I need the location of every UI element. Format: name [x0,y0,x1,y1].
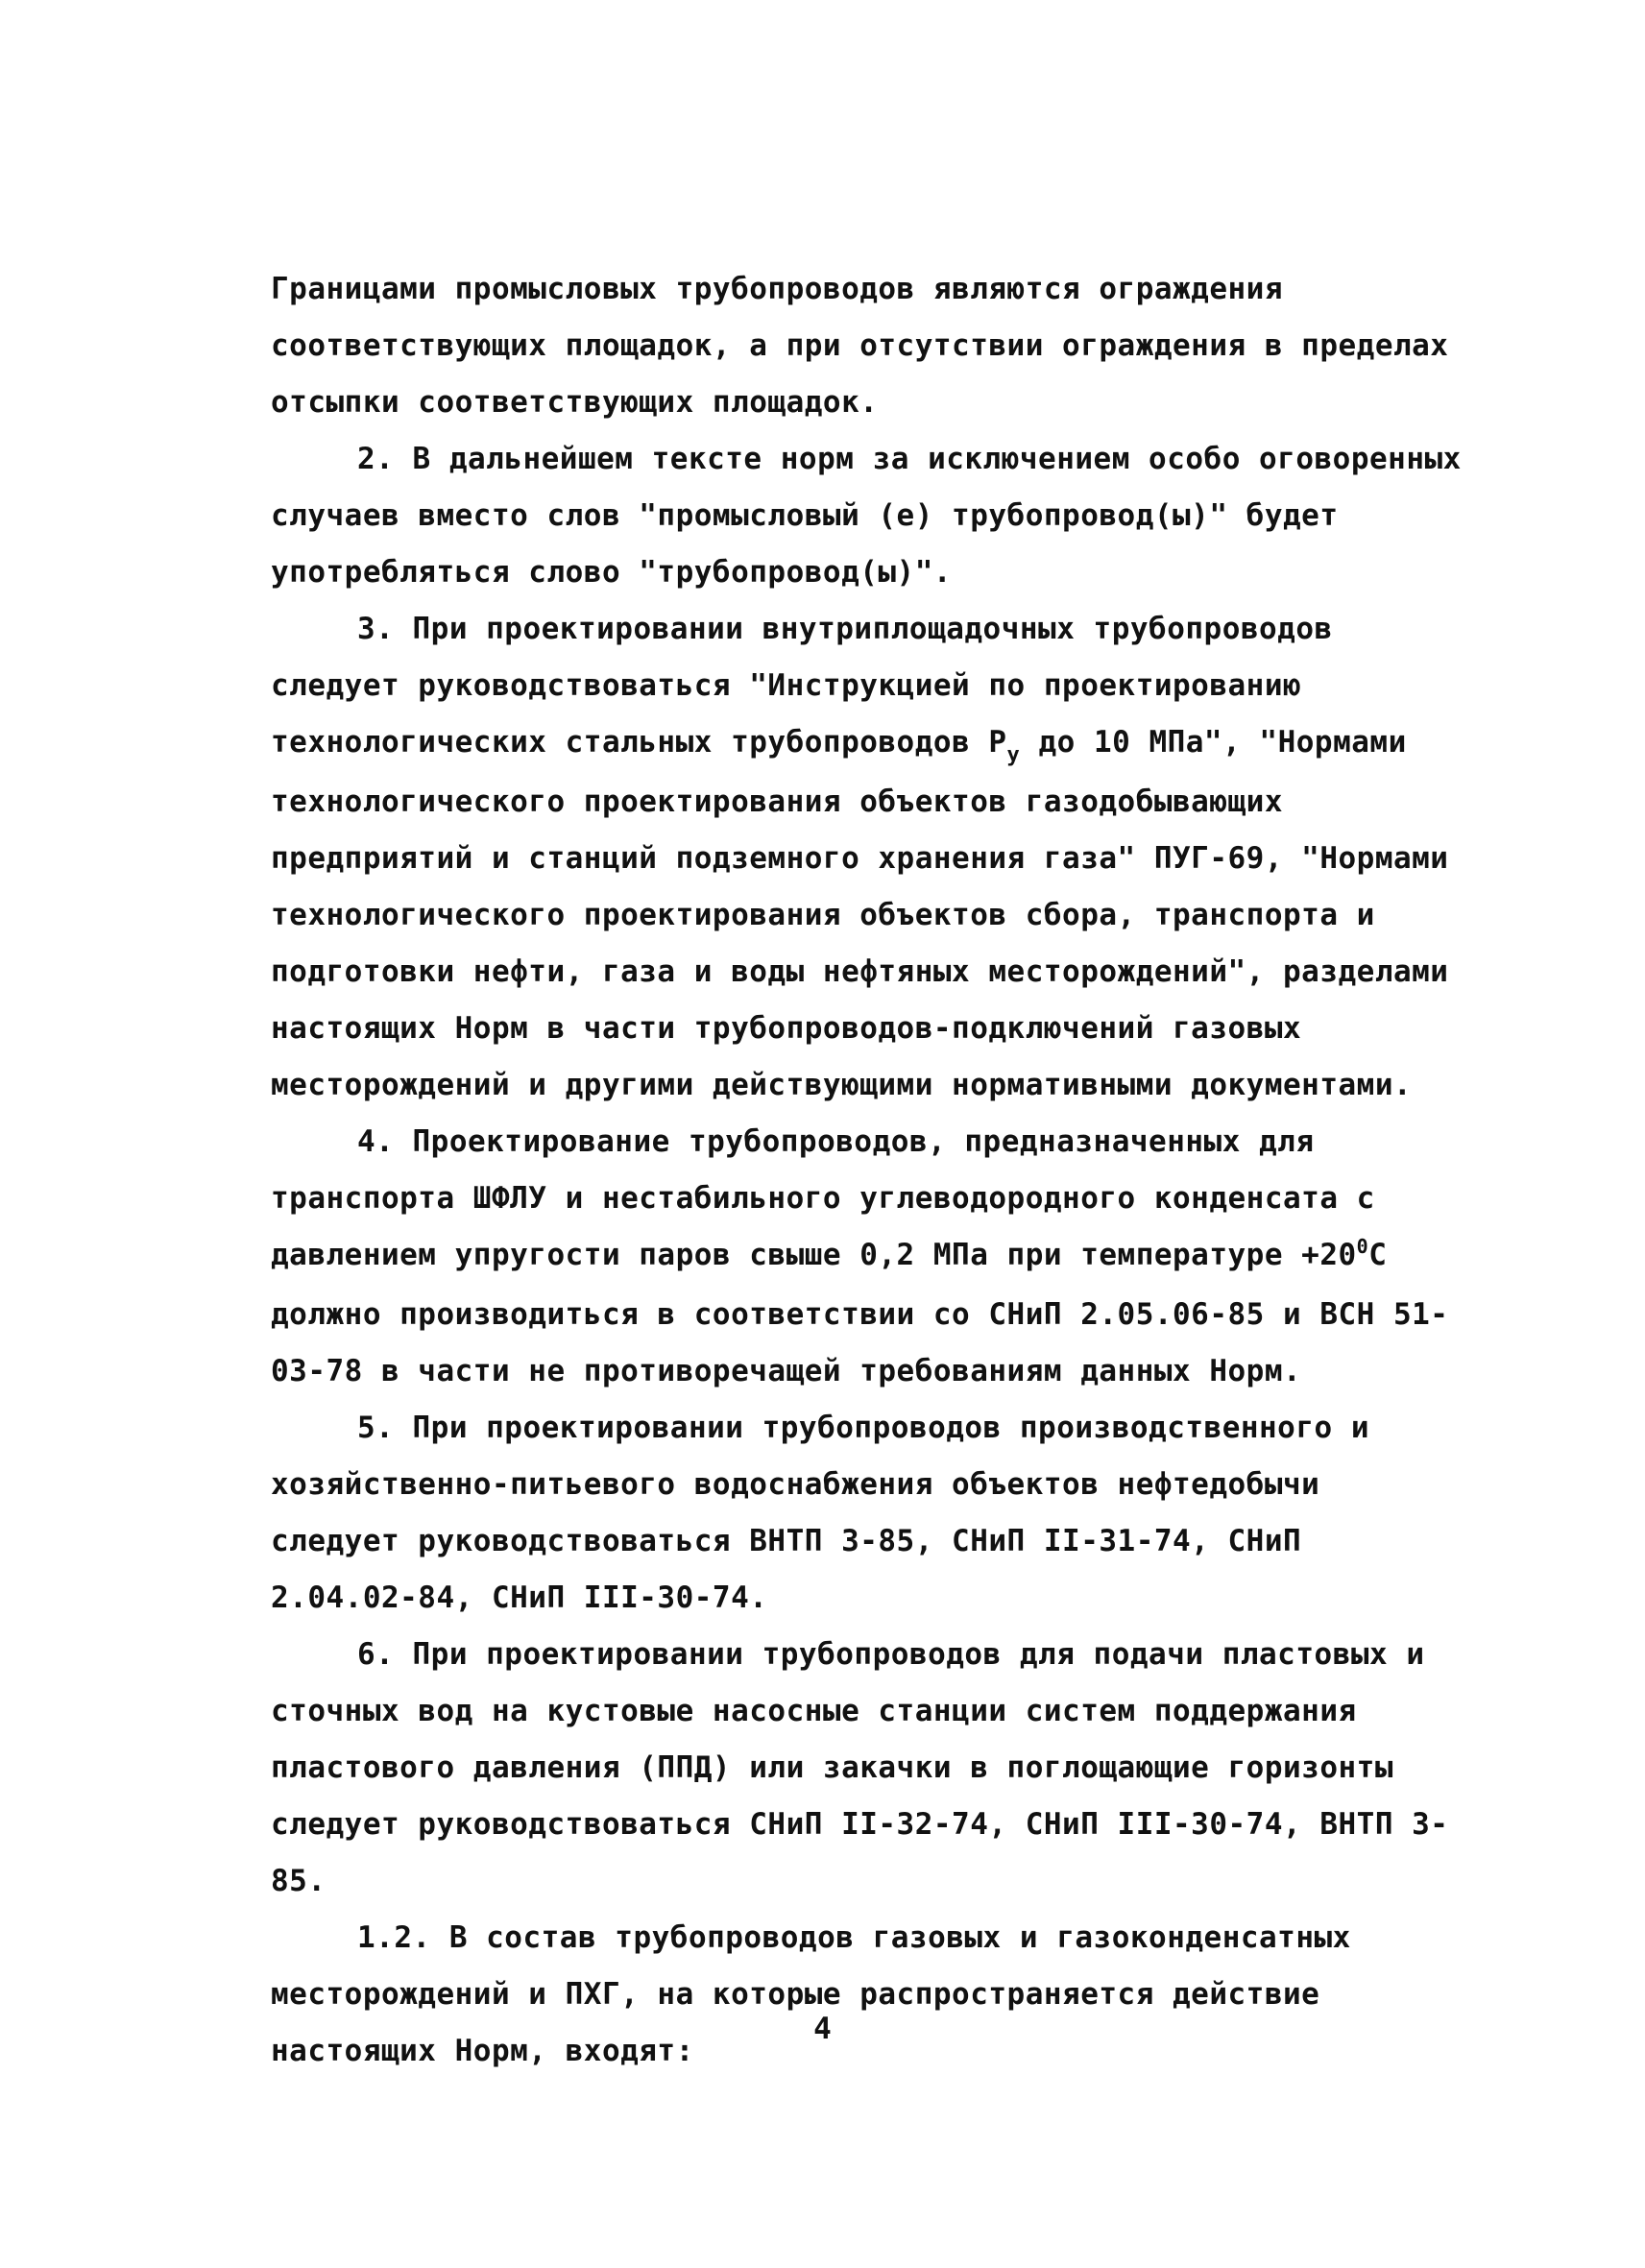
pressure-subscript: у [1006,743,1021,767]
paragraph-4-text-a: 4. Проектирование трубопроводов, предназначенных для транспорта ШФЛУ и нестабильного углеводородного конденсата с давлением упругости паров свыше 0,2 МПа при температуре +20 [271,1124,1375,1272]
paragraph-3 [271,601,1462,1114]
paragraph-2: 2. В дальнейшем тексте норм за исключением особо оговоренных случаев вместо слов "промысловый (е) трубопровод(ы)" будет употребляться слово "трубопровод(ы)". [271,442,1462,590]
document-body [271,261,1462,2080]
paragraph-4-text-b: С должно производиться в соответствии со СНиП 2.05.06-85 и ВСН 51-03-78 в части не противоречащей требованиям данных Норм. [271,1238,1449,1388]
paragraph-5: 5. При проектировании трубопроводов производственного и хозяйственно-питьевого водоснабжения объектов нефтедобычи следует руководствоваться ВНТП 3-85, СНиП II-31-74, СНиП 2.04.02-84, СНиП III-30-74. [271,1411,1369,1615]
page-number: 4 [813,2012,832,2046]
paragraph-1-2: 1.2. В состав трубопроводов газовых и газоконденсатных месторождений и ПХГ, на которые распространяется действие настоящих Норм, входят: [271,1920,1351,2068]
paragraph-6: 6. При проектировании трубопроводов для подачи пластовых и сточных вод на кустовые насосные станции систем поддержания пластового давления (ППД) или закачки в поглощающие горизонты следует руководствоваться СНиП II-32-74, СНиП III-30-74, ВНТП 3-85. [271,1637,1449,1898]
paragraph-4 [271,1114,1462,1400]
paragraph-3-text-b: до 10 МПа", "Нормами технологического проектирования объектов газодобывающих предприятий и станций подземного хранения газа" ПУГ-69, "Нормами технологического проектирования объектов сбора, транспорта и подготовки нефти, газа и воды нефтяных месторождений", разделами настоящих Норм в части трубопроводов-подключений газовых месторождений и другими действующими нормативными документами. [271,725,1449,1102]
paragraph-3-text-a: 3. При проектировании внутриплощадочных трубопроводов следует руководствоваться "Инструкцией по проектированию технологических стальных трубопроводов Р [271,612,1333,760]
degree-superscript: 0 [1356,1235,1369,1258]
paragraph-boundaries: Границами промысловых трубопроводов являются ограждения соответствующих площадок, а при отсутствии ограждения в пределах отсыпки соответствующих площадок. [271,272,1449,420]
